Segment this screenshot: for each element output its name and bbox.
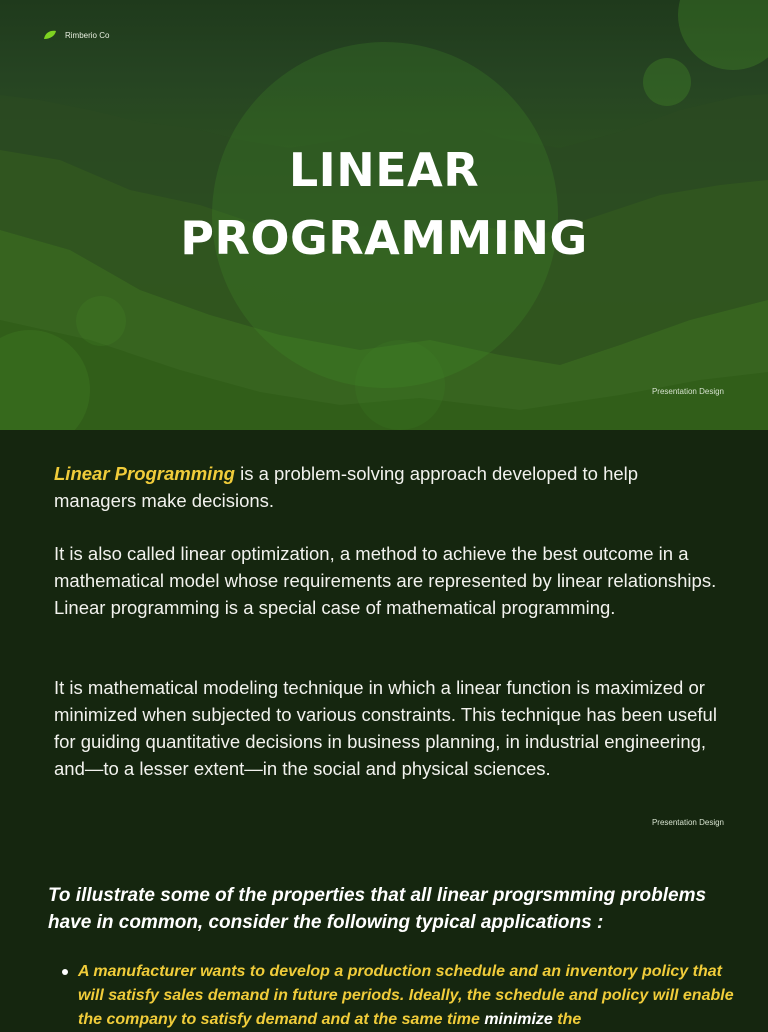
decorative-circle (76, 296, 126, 346)
technique-paragraph: It is mathematical modeling technique in which a linear function is maximized or minimized when subjected to various constraints. This technique has been useful for guiding quantitative decisions in business planning, in industrial engineering, and—to a lesser extent—in the social and physical sciences. (54, 677, 717, 779)
bullet-emphasis: minimize (484, 1011, 553, 1028)
linear-programming-term: Linear Programming (54, 463, 235, 484)
intro-text: is a problem-solving approach developed to help managers make decisions. (54, 463, 639, 511)
content-caption: Presentation Design (651, 818, 724, 827)
hero-caption: Presentation Design (651, 387, 724, 396)
bullet-text: A manufacturer wants to develop a production schedule and an inventory policy that will satisfy sales demand in future periods. Ideally, the schedule and policy will enable the company to satisfy demand and at the same time (78, 963, 734, 1028)
decorative-circle (355, 340, 445, 430)
content-section (0, 430, 768, 1028)
list-item (60, 960, 740, 1032)
leaf-icon (43, 30, 57, 40)
bullet-icon (62, 969, 68, 975)
optimization-paragraph: It is also called linear optimization, a method to achieve the best outcome in a mathematical model whose requirements are represented by linear relationships. Linear programming is a special case of mathematical programming. (54, 543, 717, 618)
page-title (0, 136, 768, 272)
brand-name: Rimberio Co (65, 30, 110, 40)
bullet-text-end: the (552, 1011, 582, 1028)
title-line-2: PROGRAMMING (180, 211, 588, 265)
applications-list (60, 960, 740, 1032)
brand (43, 30, 109, 40)
illustrate-heading: To illustrate some of the properties that all linear progrsmming problems have in common, consider the following typical applications : (48, 885, 707, 933)
intro-paragraph (54, 460, 724, 514)
hero-banner (0, 0, 768, 430)
title-line-1: LINEAR (288, 143, 480, 197)
decorative-circle (643, 58, 691, 106)
